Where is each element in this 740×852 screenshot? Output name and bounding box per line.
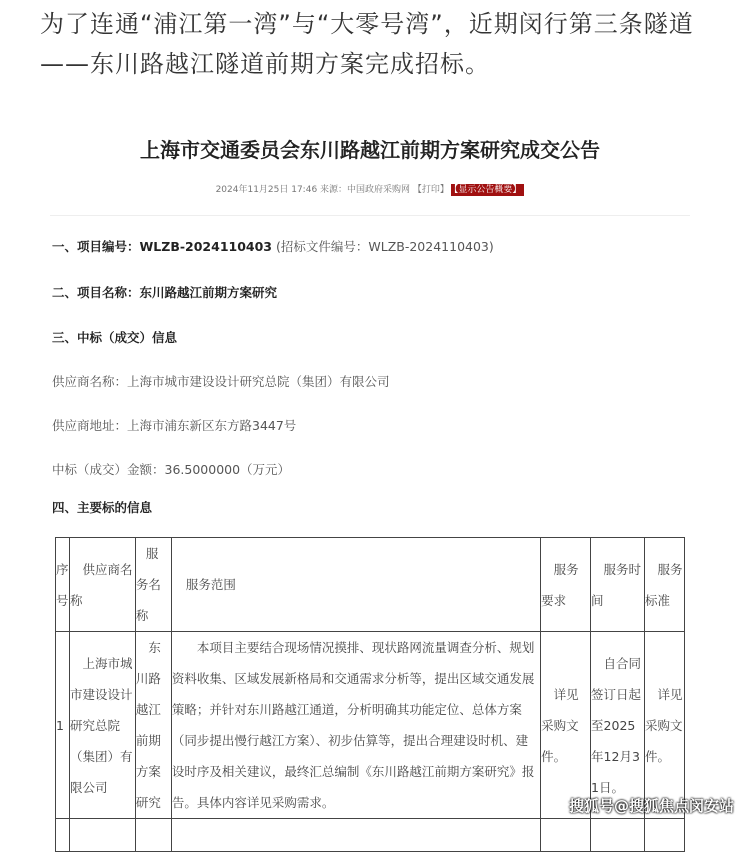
project-name: 二、项目名称：东川路越江前期方案研究 [52,285,278,300]
cell-standard: 详见采购文件。 [644,632,684,819]
supplier-address: 供应商地址：上海市浦东新区东方路3447号 [52,418,297,433]
project-number [52,237,494,255]
header-cell: 序号 [56,538,70,632]
award-amount: 中标（成交）金额：36.5000000（万元） [52,462,291,477]
header-cell: 服务要求 [541,538,591,632]
project-number-label: 一、项目编号：WLZB-2024110403 [52,239,273,254]
show-summary-button[interactable]: 【显示公告概要】 [451,184,525,196]
cell-service-name: 东川路越江前期方案研究 [135,632,171,819]
cell-supplier: 上海市城市建设设计研究总院（集团）有限公司 [69,632,135,819]
divider [50,215,690,216]
header-cell: 服务标准 [644,538,684,632]
header-cell: 供应商名称 [69,538,135,632]
page-title: 上海市交通委员会东川路越江前期方案研究成交公告 [140,138,600,162]
table-row [56,632,685,819]
main-items-heading: 四、主要标的信息 [52,500,153,515]
watermark: 搜狐号@搜狐焦点闵安站 [568,797,734,815]
lead-paragraph: 为了连通“浦江第一湾”与“大零号湾”，近期闵行第三条隧道——东川路越江隧道前期方案完成招标。 [40,10,694,78]
table-header-row [56,538,685,632]
cell-requirement: 详见采购文件。 [541,632,591,819]
cell-service-time: 自合同签订日起至2025年12月31日。 [591,632,645,819]
award-info-heading: 三、中标（成交）信息 [52,330,178,345]
tender-doc-number: (招标文件编号：WLZB-2024110403) [276,239,494,254]
header-cell: 服务范围 [171,538,540,632]
meta-line [0,182,740,195]
meta-text: 2024年11月25日 17:46 来源：中国政府采购网 【打印】 [215,185,449,195]
cell-index: 1 [56,632,70,819]
cell-service-scope: 本项目主要结合现场情况摸排、现状路网流量调查分析、规划资料收集、区域发展新格局和交通需求分析等，提出区域交通发展策略；并针对东川路越江通道，分析明确其功能定位、总体方案（同步提出慢行越江方案）、初步估算等，提出合理建设时机、建设时序及相关建议，最终汇总编制《东川路越江前期方案研究》报告。具体内容详见采购需求。 [171,632,540,819]
table-row-empty [56,819,685,852]
header-cell: 服务名称 [135,538,171,632]
supplier-name: 供应商名称：上海市城市建设设计研究总院（集团）有限公司 [52,374,390,389]
header-cell: 服务时间 [591,538,645,632]
